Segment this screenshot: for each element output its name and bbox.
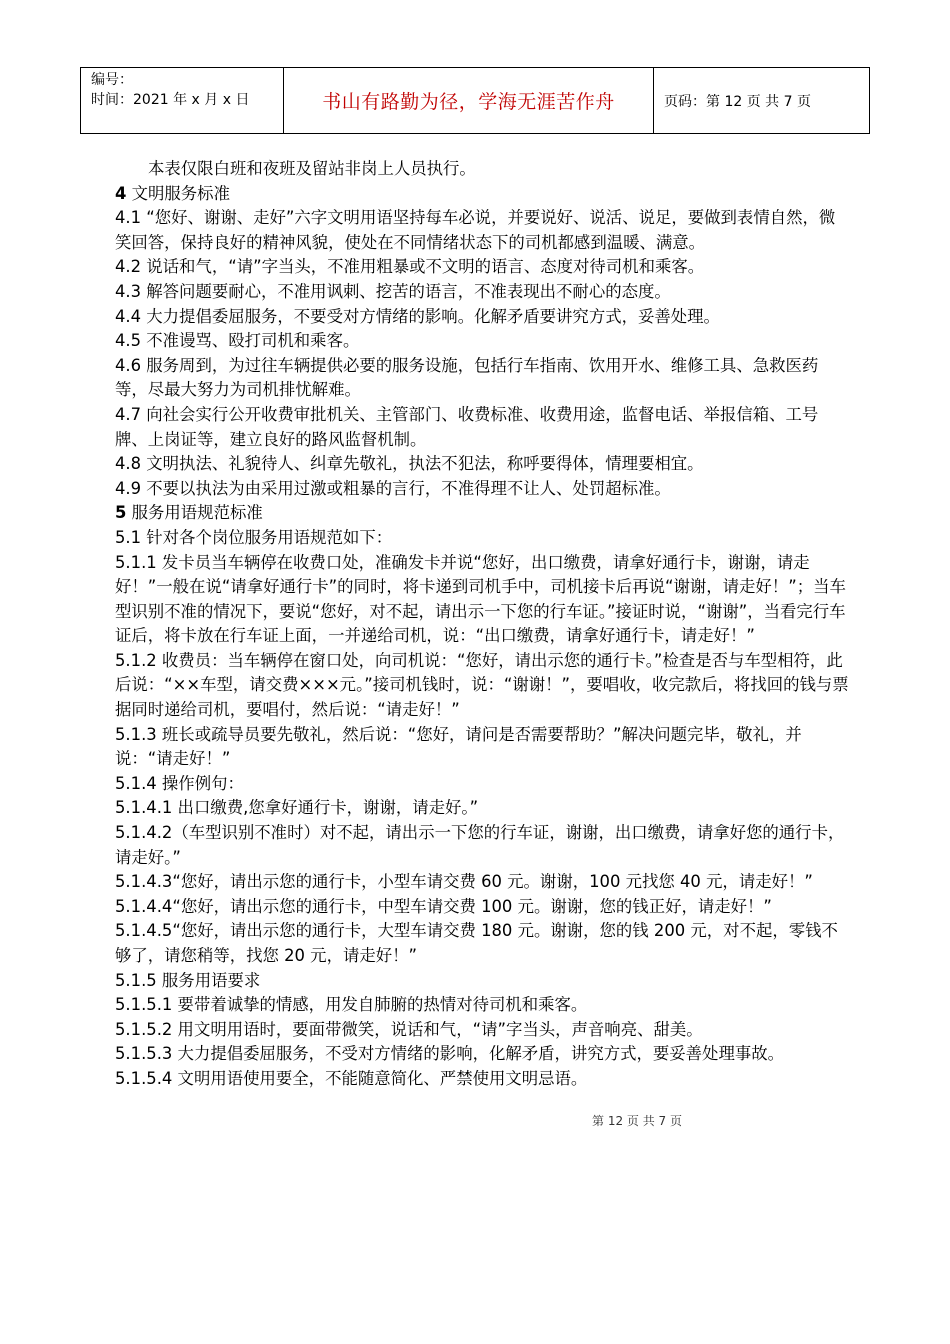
- section-title: 文明服务标准: [126, 183, 230, 203]
- body-paragraph: 5.1.5.3 大力提倡委屈服务，不受对方情绪的影响，化解矛盾，讲究方式，要妥善处理事故。: [115, 1044, 785, 1064]
- body-paragraph: 5.1.5.4 文明用语使用要全，不能随意简化、严禁使用文明忌语。: [115, 1068, 588, 1088]
- serial-number-label: 编号：: [91, 72, 133, 88]
- body-paragraph: 5.1.4.2（车型识别不准时）对不起，请出示一下您的行车证，谢谢，出口缴费，请拿好您的通行卡，请走好。”: [115, 823, 845, 867]
- body-paragraph: 4.2 说话和气，“请”字当头，不准用粗暴或不文明的语言、态度对待司机和乘客。: [115, 257, 705, 277]
- body-paragraph: 5.1 针对各个岗位服务用语规范如下：: [115, 527, 393, 547]
- body-paragraph: 5.1.4.1 出口缴费,您拿好通行卡，谢谢，请走好。”: [115, 798, 479, 818]
- body-paragraph: 4.4 大力提倡委屈服务，不要受对方情绪的影响。化解矛盾要讲究方式，妥善处理。: [115, 306, 720, 326]
- document-body: [115, 157, 850, 1092]
- date-label: 时间：2021 年 x 月 x 日: [91, 92, 250, 108]
- body-paragraph: 5.1.4 操作例句：: [115, 773, 244, 793]
- body-paragraph: 本表仅限白班和夜班及留站非岗上人员执行。: [148, 159, 476, 178]
- body-paragraph: 4.5 不准谩骂、殴打司机和乘客。: [115, 331, 360, 351]
- body-paragraph: 4.6 服务周到，为过往车辆提供必要的服务设施，包括行车指南、饮用开水、维修工具、急救医药等，尽最大努力为司机排忧解难。: [115, 355, 819, 400]
- section-title: 服务用语规范标准: [126, 503, 263, 523]
- body-paragraph: 5.1.3 班长或疏导员要先敬礼，然后说：“您好，请问是否需要帮助？”解决问题完毕，敬礼，并说：“请走好！”: [115, 724, 802, 769]
- header-motto-cell: [284, 68, 654, 133]
- header-meta-cell: [81, 68, 284, 133]
- body-paragraph: 5.1.4.5“您好，请出示您的通行卡，大型车请交费 180 元。谢谢，您的钱 200 元，对不起，零钱不够了，请您稍等，找您 20 元，请走好！”: [115, 921, 838, 965]
- body-paragraph: 5.1.2 收费员：当车辆停在窗口处，向司机说：“您好，请出示您的通行卡。”检查是否与车型相符，此后说：“××车型，请交费×××元。”接司机钱时，说：“谢谢！”，要唱收，收完款后，将找回的钱与票据同时递给司机，要唱付，然后说：“请走好！”: [115, 650, 849, 720]
- header-page-cell: [654, 68, 869, 133]
- body-paragraph: 4.3 解答问题要耐心，不准用讽刺、挖苦的语言，不准表现出不耐心的态度。: [115, 281, 671, 301]
- page-footer-note: 第 12 页 共 7 页: [592, 1114, 682, 1128]
- section-heading: [115, 501, 850, 526]
- page-number-label: 页码：第 12 页 共 7 页: [664, 93, 811, 110]
- body-paragraph: 4.1 “您好、谢谢、走好”六字文明用语坚持每车必说，并要说好、说活、说足，要做到表情自然，微笑回答，保持良好的精神风貌，使处在不同情绪状态下的司机都感到温暖、满意。: [115, 208, 836, 252]
- body-paragraph: 4.9 不要以执法为由采用过激或粗暴的言行，不准得理不让人、处罚超标准。: [115, 478, 671, 498]
- document-header-table: [80, 67, 870, 134]
- body-paragraph: 5.1.5 服务用语要求: [115, 970, 261, 990]
- section-number: 4: [115, 183, 127, 203]
- section-heading: [115, 182, 850, 207]
- body-paragraph: 5.1.5.2 用文明用语时，要面带微笑，说话和气，“请”字当头，声音响亮、甜美。: [115, 1019, 703, 1039]
- body-paragraph: 5.1.1 发卡员当车辆停在收费口处，准确发卡并说“您好，出口缴费，请拿好通行卡，谢谢，请走好！”一般在说“请拿好通行卡”的同时，将卡递到司机手中，司机接卡后再说“谢谢，请走好！”；当车型识别不准的情况下，要说“您好，对不起，请出示一下您的行车证。”接证时说，“谢谢”，当看完行车证后，将卡放在行车证上面，一并递给司机，说：“出口缴费，请拿好通行卡，请走好！”: [115, 552, 846, 646]
- body-paragraph: 5.1.5.1 要带着诚挚的情感，用发自肺腑的热情对待司机和乘客。: [115, 995, 588, 1015]
- motto-text: 书山有路勤为径，学海无涯苦作舟: [322, 91, 615, 113]
- body-paragraph: 4.8 文明执法、礼貌待人、纠章先敬礼，执法不犯法，称呼要得体，情理要相宜。: [115, 454, 704, 474]
- body-paragraph: 5.1.4.4“您好，请出示您的通行卡，中型车请交费 100 元。谢谢，您的钱正好，请走好！”: [115, 896, 772, 916]
- section-number: 5: [115, 503, 127, 523]
- body-paragraph: 4.7 向社会实行公开收费审批机关、主管部门、收费标准、收费用途，监督电话、举报信箱、工号牌、上岗证等，建立良好的路风监督机制。: [115, 404, 819, 449]
- body-paragraph: 5.1.4.3“您好，请出示您的通行卡，小型车请交费 60 元。谢谢，100 元找您 40 元，请走好！”: [115, 872, 813, 892]
